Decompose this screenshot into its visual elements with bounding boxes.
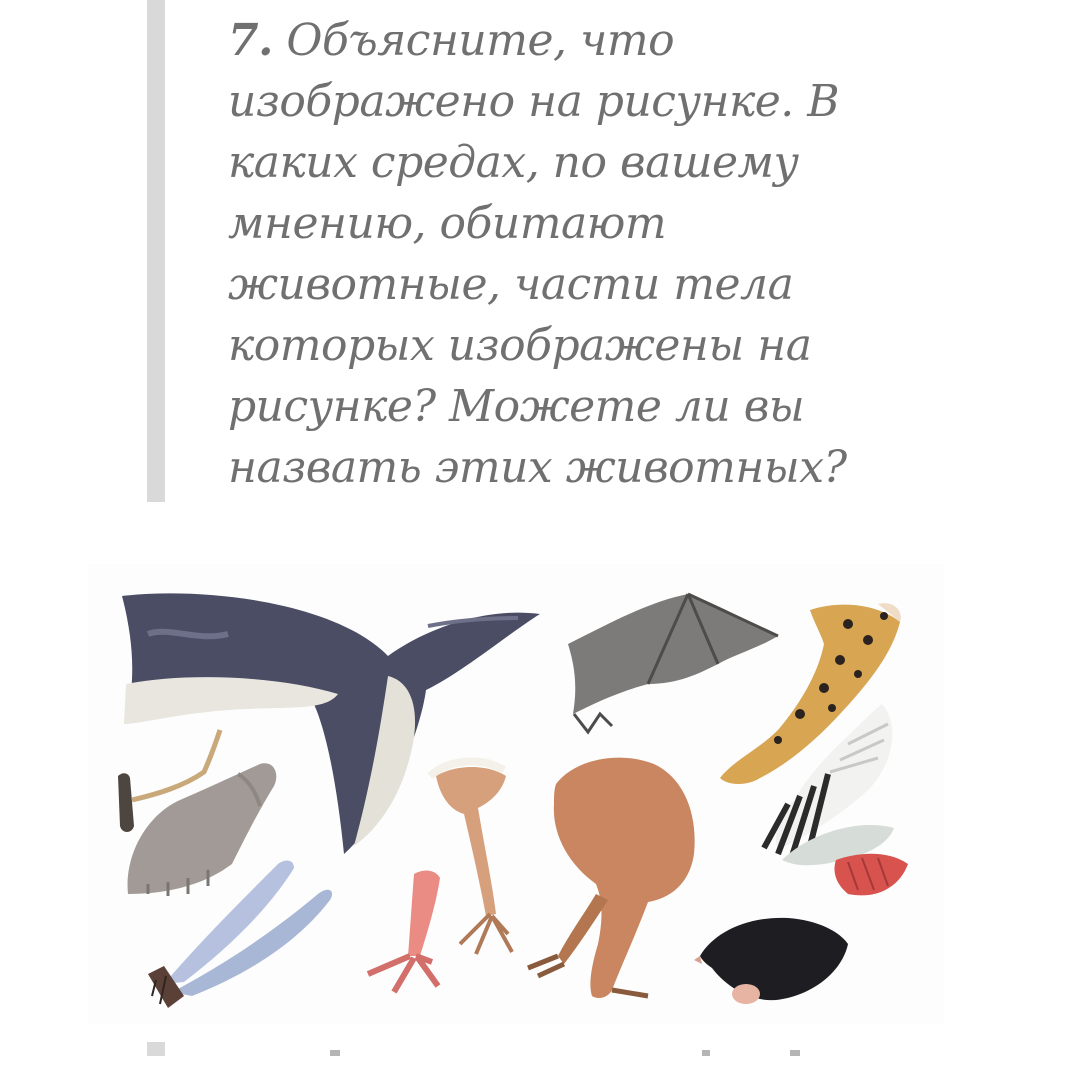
- question-text: [228, 10, 868, 498]
- cut-text-fragment: [790, 1050, 800, 1056]
- next-blockquote-bar: [147, 1042, 165, 1056]
- cut-text-fragment: [702, 1050, 710, 1056]
- blockquote-bar: [147, 0, 165, 502]
- question-line-3: каких средах, по вашему: [228, 137, 799, 188]
- question-line-4: мнению, обитают: [228, 198, 667, 249]
- question-line-6: которых изображены на: [228, 320, 812, 371]
- ostrich-leg-icon: [528, 758, 695, 998]
- question-line-7: рисунке? Можете ли вы: [228, 381, 805, 432]
- animal-body-parts-illustration[interactable]: [88, 564, 944, 1024]
- bird-leg-icon: [430, 761, 512, 954]
- question-number: 7.: [228, 15, 273, 66]
- cut-text-fragment: [330, 1050, 340, 1056]
- seal-flipper-icon: [128, 763, 277, 896]
- question-line-5: животные, части тела: [228, 259, 794, 310]
- question-line-8: назвать этих животных?: [228, 442, 847, 493]
- chicken-foot-icon: [368, 871, 440, 992]
- question-line-1: 7. Объясните, что: [228, 15, 675, 66]
- mole-icon: [694, 918, 848, 1004]
- bat-wing-icon: [568, 594, 778, 732]
- question-line-2: изображено на рисунке. В: [228, 76, 840, 127]
